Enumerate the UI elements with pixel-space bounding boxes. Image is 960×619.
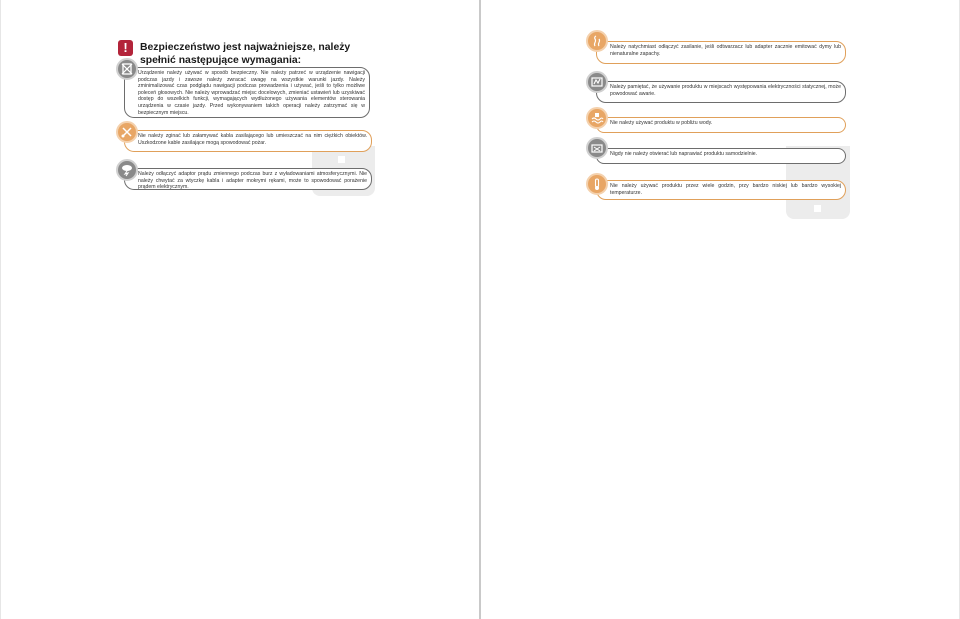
warning-icon: ! [118, 40, 133, 56]
static-icon [586, 71, 608, 93]
safety-item-1-text: Urządzenie należy używać w sposób bezpieczny. Nie należy patrzeć w urządzenie nawigacji podczas jazdy i zawsze należy zwracać uwagę na wszystkie warunki jazdy. Należy zminimalizować czas podglądu nawigacji podczas prowadzenia i używać, jeśli to tylko możliwe poleceń głosowych. Nie należy wprowadzać miejsc docelowych, zmieniać ustawień lub uzyskiwać dostęp do wszelkich funkcji, wymagających wydłużonego używania elementów sterowania urządzenia w czasie jazdy. Przed wykonywaniem takich operacji należy zatrzymać się w bezpiecznym miejscu. [138, 70, 365, 116]
safety-item-7 [596, 148, 846, 164]
safety-item-7-text: Nigdy nie należy otwierać lub naprawiać produktu samodzielnie. [610, 151, 758, 157]
safety-item-3 [124, 168, 372, 190]
temperature-icon [586, 173, 608, 195]
safety-item-6-text: Nie należy używać produktu w pobliżu wody. [610, 120, 713, 126]
safety-item-2 [124, 130, 372, 152]
safety-item-6 [596, 117, 846, 133]
safety-item-5 [596, 81, 846, 103]
water-icon [586, 107, 608, 129]
safety-item-4-text: Należy natychmiast odłączyć zasilanie, jeśli odtwarzacz lub adapter zacznie emitować dymy lub nienaturalne zapachy. [610, 44, 841, 57]
safety-item-2-text: Nie należy zginać lub załamywać kabla zasilającego lub umieszczać na nim ciężkich obiektów. Uszkodzone kable zasilające mogą spowodować pożar. [138, 133, 367, 146]
side-tab-left-mark [338, 156, 345, 163]
smoke-icon [586, 30, 608, 52]
page-heading: Bezpieczeństwo jest najważniejsze, należy spełnić następujące wymagania: [140, 42, 351, 66]
safety-item-3-text: Należy odłączyć adaptor prądu zmiennego podczas burz z wyładowaniami atmosferycznymi. Nie należy chwytać za wtyczkę kabla i adapter mokrymi rękami, może to spowodować porażenie prądem elektrycznym. [138, 171, 367, 191]
cable-crossed-icon [116, 121, 138, 143]
safety-item-4 [596, 41, 846, 64]
storm-icon [116, 159, 138, 181]
safety-item-1 [124, 67, 370, 118]
safety-item-8-text: Nie należy używać produktu przez wiele godzin, przy bardzo niskiej lub bardzo wysokiej temperaturze. [610, 183, 841, 196]
side-tab-right-mark [814, 205, 821, 212]
no-open-icon [586, 137, 608, 159]
safety-item-8 [596, 180, 846, 200]
safety-item-5-text: Należy pamiętać, że używanie produktu w miejscach występowania elektryczności statycznej, może powodować awarie. [610, 84, 841, 97]
no-phone-icon [116, 58, 138, 80]
